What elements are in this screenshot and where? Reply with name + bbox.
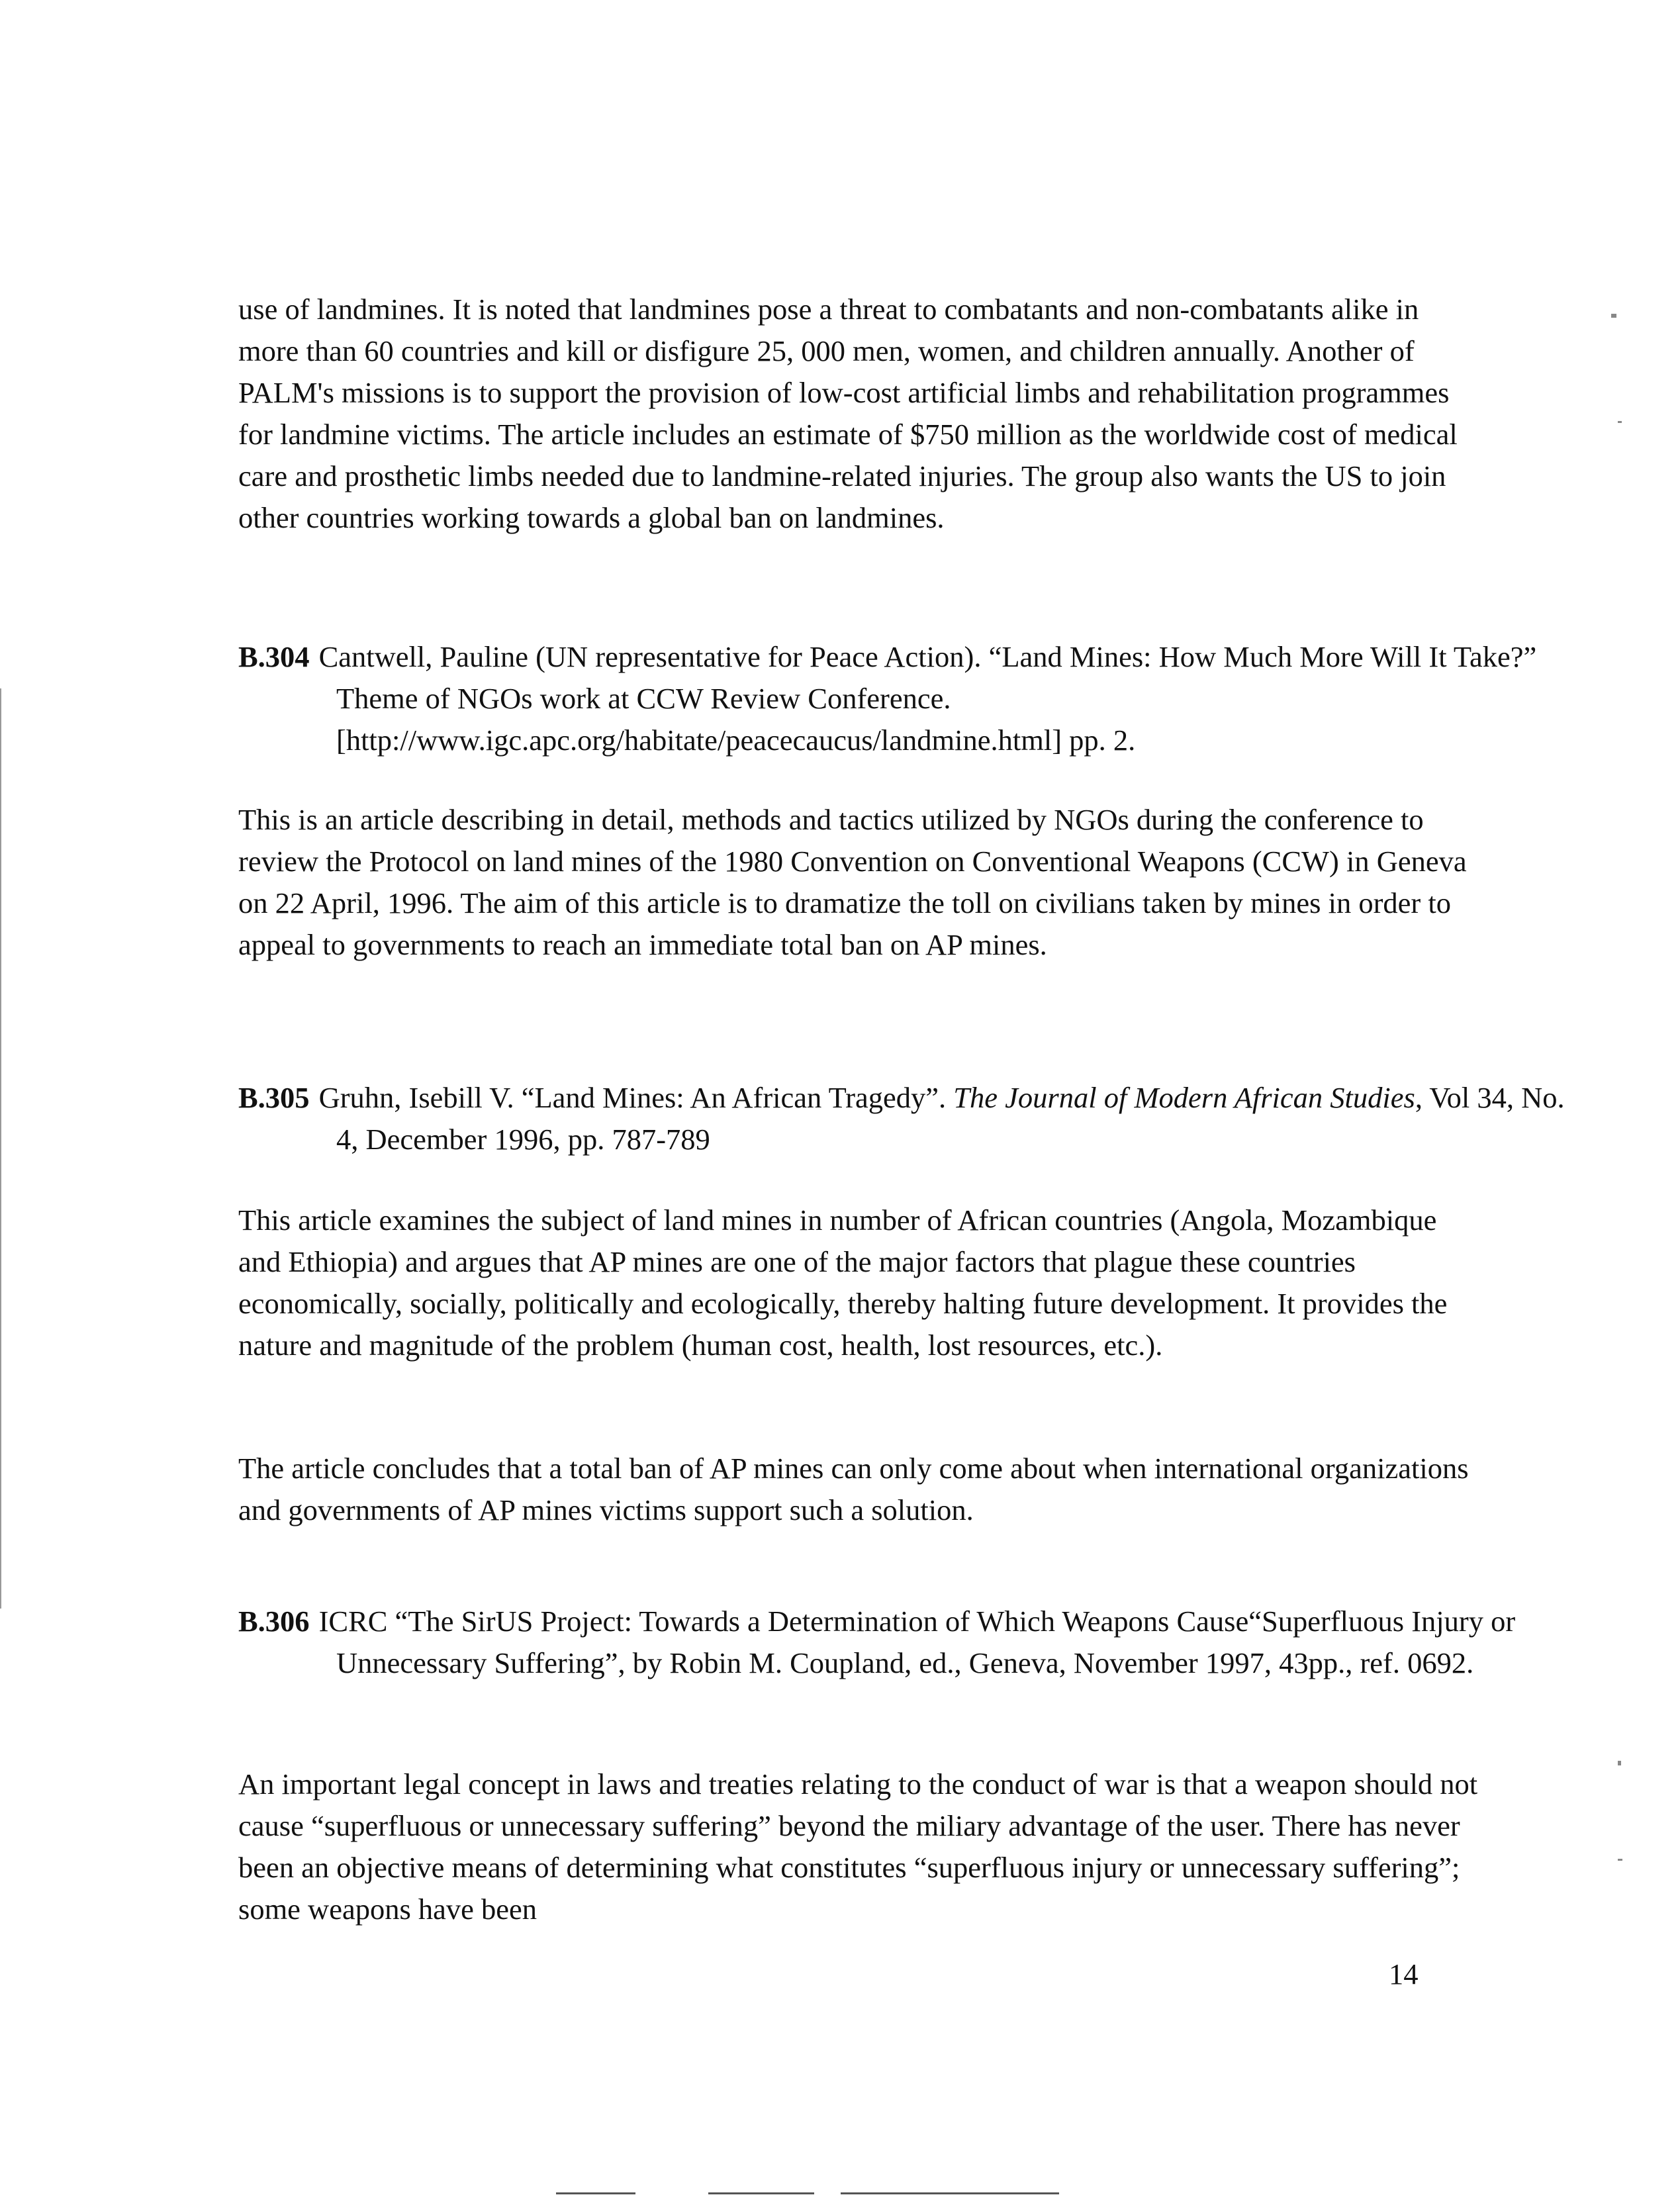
entry-b305-citation <box>238 1077 1581 1160</box>
citation-text: Gruhn, Isebill V. “Land Mines: An African Tragedy”. <box>318 1081 954 1114</box>
scan-speck <box>1618 421 1622 423</box>
entry-b305-summary-2: The article concludes that a total ban of AP mines can only come about when international organizations and governments of AP mines victims support such a solution. <box>238 1452 1469 1526</box>
journal-title: The Journal of Modern African Studies <box>953 1081 1415 1114</box>
scan-bottom-mark <box>708 2192 814 2194</box>
entry-id: B.306 <box>238 1605 310 1638</box>
entry-b306-citation <box>238 1601 1581 1684</box>
scan-speck <box>1618 1859 1622 1861</box>
entry-b304-citation <box>238 636 1581 761</box>
scan-bottom-mark <box>841 2192 1059 2194</box>
citation-text: Cantwell, Pauline (UN representative for Peace Action). “Land Mines: How Much More Will It Take?” Theme of NGOs work at CCW Review Conference. [http://www.igc.apc.org/habitate/peacecaucus/landmine.html] pp. 2. <box>318 640 1537 757</box>
scan-speck <box>1618 1761 1621 1765</box>
scan-speck <box>1611 314 1616 318</box>
scan-edge-line <box>0 688 1 1609</box>
page-number: 14 <box>1389 1957 1419 1990</box>
entry-id: B.305 <box>238 1081 310 1114</box>
intro-paragraph: use of landmines. It is noted that landmines pose a threat to combatants and non-combatants alike in more than 60 countries and kill or disfigure 25, 000 men, women, and children annually. Another of PALM's missions is to support the provision of low-cost artificial limbs and rehabilitation programmes for landmine victims. The article includes an estimate of $750 million as the worldwide cost of medical care and prosthetic limbs needed due to landmine-related injuries. The group also wants the US to join other countries working towards a global ban on landmines. <box>238 293 1458 534</box>
citation-text: ICRC “The SirUS Project: Towards a Determination of Which Weapons Cause“Superfluous Injury or Unnecessary Suffering”, by Robin M. Coupland, ed., Geneva, November 1997, 43pp., ref. 0692. <box>318 1605 1516 1679</box>
scan-bottom-mark <box>556 2192 635 2194</box>
citation-text: , Vol 34, No. 4, December 1996, pp. 787-789 <box>336 1081 1565 1156</box>
entry-id: B.304 <box>238 640 310 673</box>
entry-b306-summary: An important legal concept in laws and treaties relating to the conduct of war is that a weapon should not cause “superfluous or unnecessary suffering” beyond the miliary advantage of the user. There has never been an objective means of determining what constitutes “superfluous injury or unnecessary suffering”; some weapons have been <box>238 1767 1478 1926</box>
entry-b304-summary: This is an article describing in detail, methods and tactics utilized by NGOs during the conference to review the Protocol on land mines of the 1980 Convention on Conventional Weapons (CCW) in Geneva on 22 April, 1996. The aim of this article is to dramatize the toll on civilians taken by mines in order to appeal to governments to reach an immediate total ban on AP mines. <box>238 803 1467 961</box>
entry-b305-summary: This article examines the subject of land mines in number of African countries (Angola, Mozambique and Ethiopia) and argues that AP mines are one of the major factors that plague these countries economically, socially, politically and ecologically, thereby halting future development. It provides the nature and magnitude of the problem (human cost, health, lost resources, etc.). <box>238 1203 1448 1362</box>
